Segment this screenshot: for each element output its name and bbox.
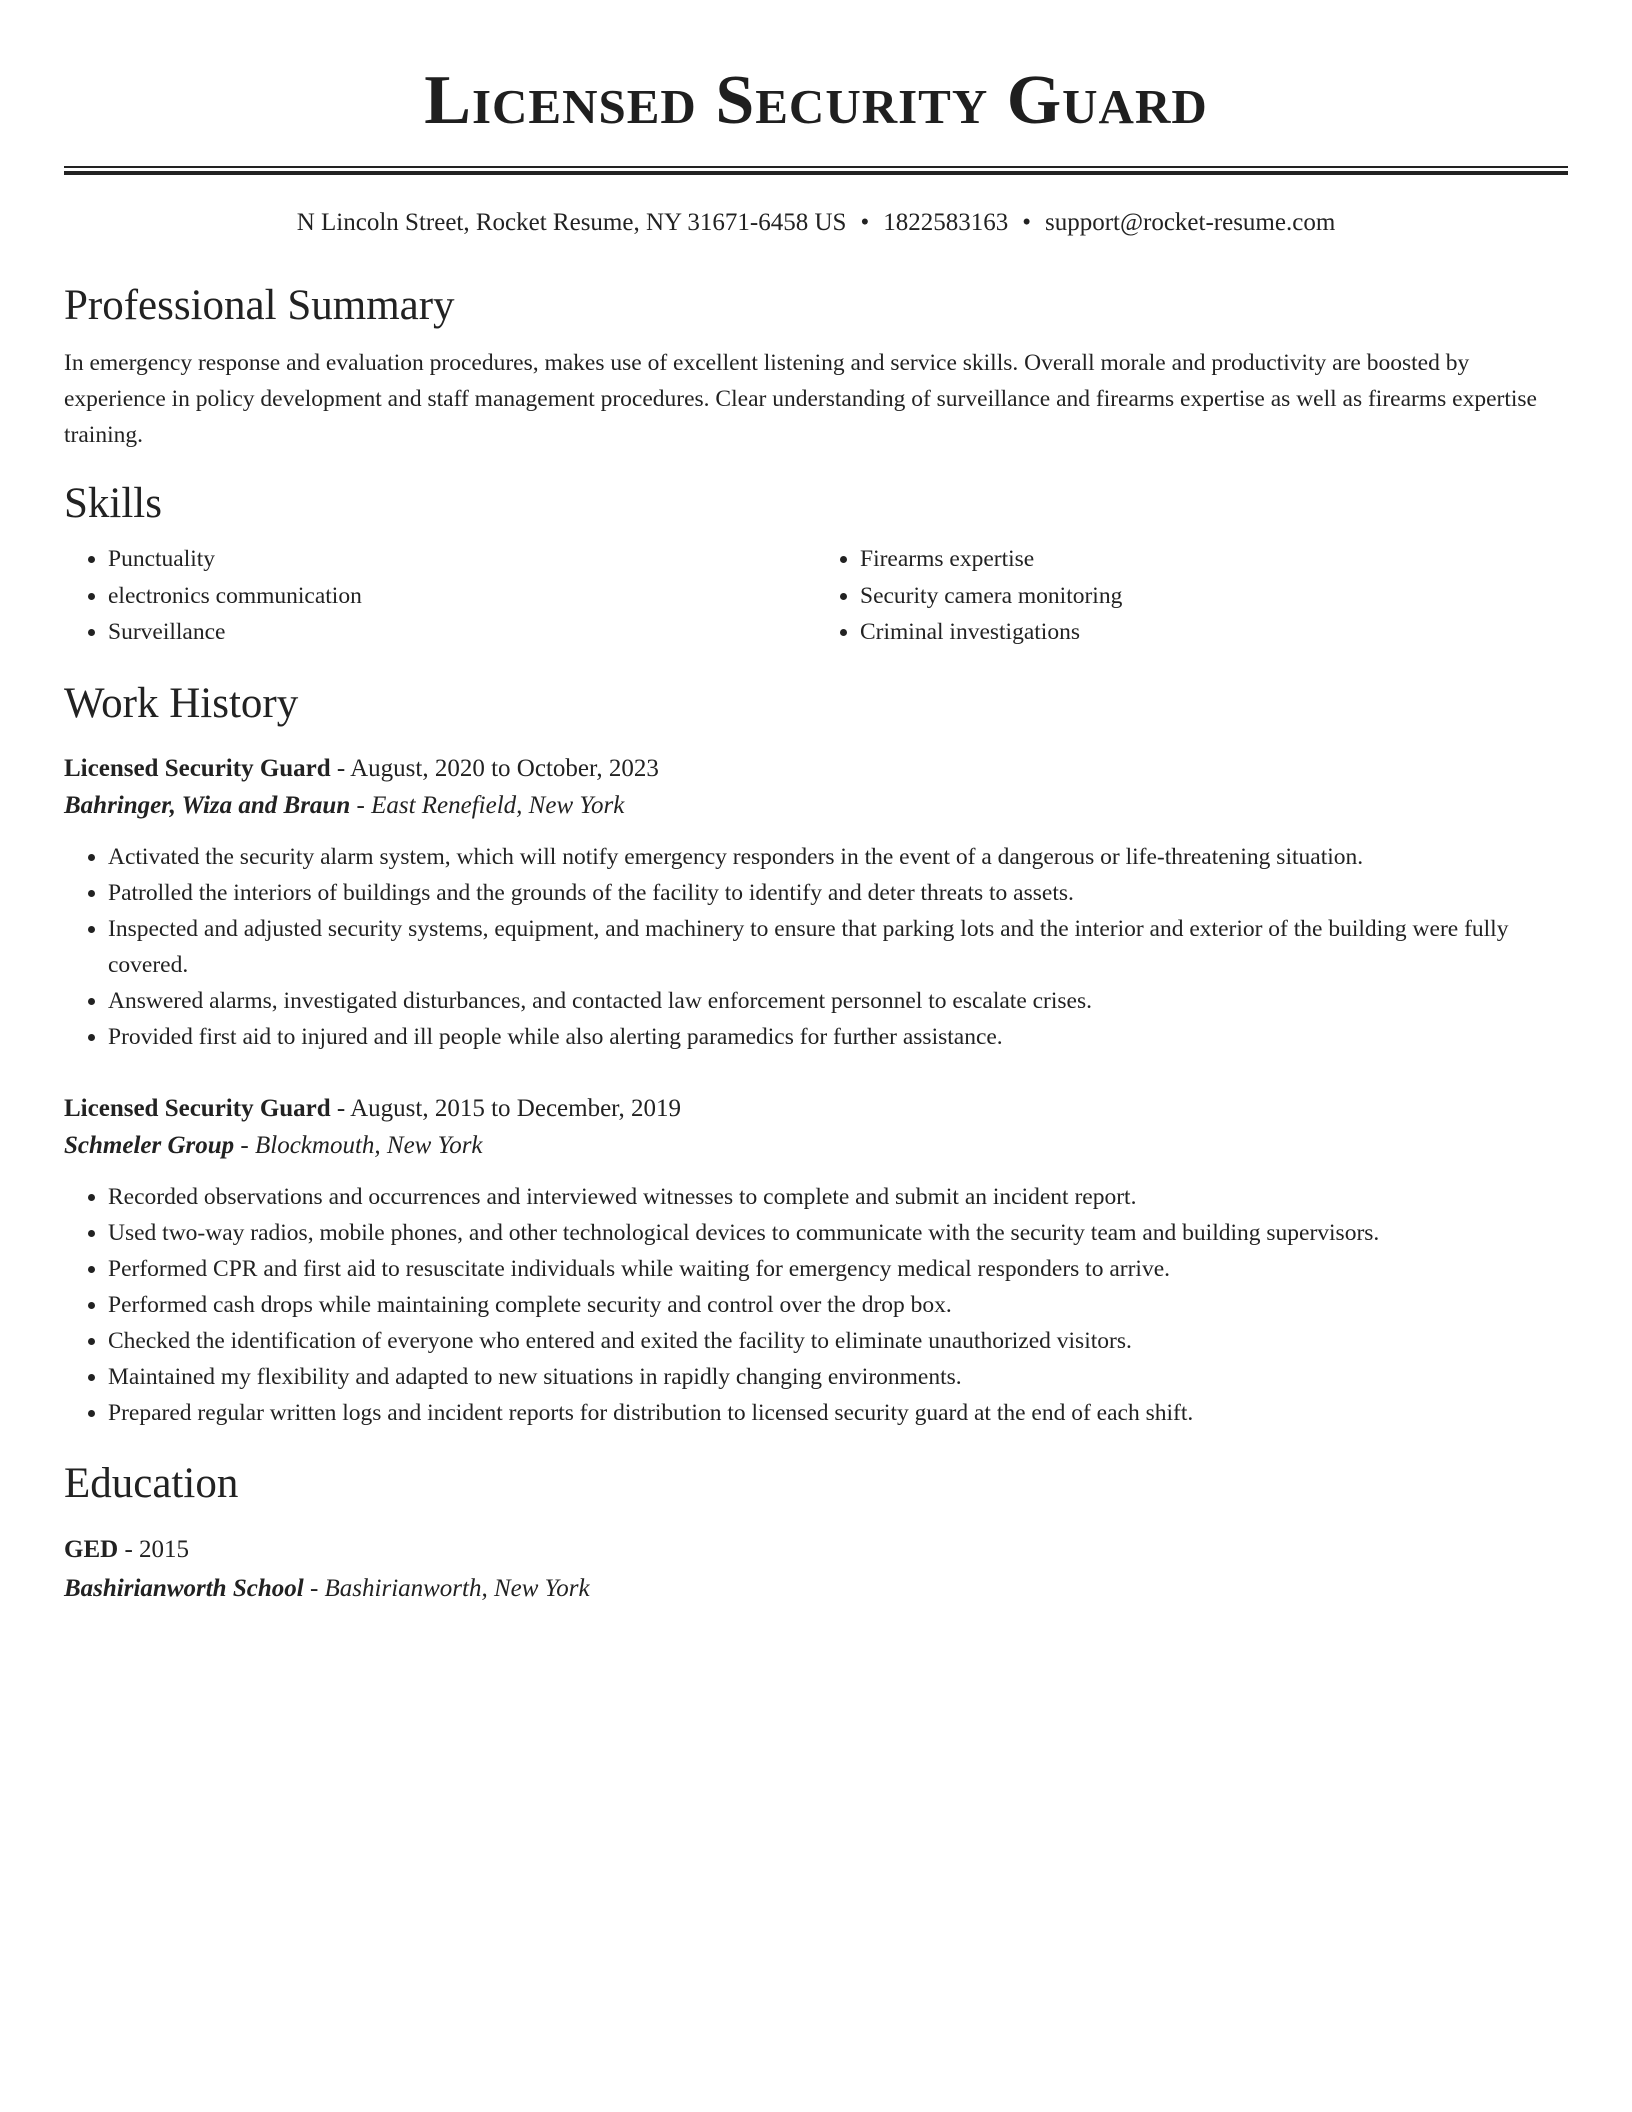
job-company: Bahringer, Wiza and Braun	[64, 791, 351, 819]
job-bullet: • Prepared regular written logs and incident reports for distribution to licensed security guard at the end of each shift.	[108, 1395, 1568, 1431]
job-location: East Renefield, New York	[371, 791, 625, 819]
dash-separator: -	[350, 791, 372, 819]
job-bullet: • Performed CPR and first aid to resuscitate individuals while waiting for emergency medical responders to arrive.	[108, 1251, 1568, 1287]
contact-phone: 1822583163	[883, 209, 1009, 236]
job-title-line	[64, 1091, 1568, 1127]
education-school: Bashirianworth School	[64, 1574, 304, 1602]
skill-item: • Criminal investigations	[860, 614, 1568, 651]
job-entry	[64, 751, 1568, 1055]
job-bullet: • Provided first aid to injured and ill people while also alerting paramedics for further assistance.	[108, 1019, 1568, 1055]
dash-separator: -	[118, 1535, 140, 1563]
dash-separator: -	[330, 754, 351, 782]
dash-separator: -	[303, 1574, 325, 1602]
job-bullet: • Recorded observations and occurrences and interviewed witnesses to complete and submit an incident report.	[108, 1179, 1568, 1215]
job-dates: August, 2015 to December, 2019	[350, 1094, 682, 1122]
job-bullet: • Patrolled the interiors of buildings and the grounds of the facility to identify and deter threats to assets.	[108, 875, 1568, 911]
skills-grid	[64, 541, 1568, 651]
education-heading: Education	[64, 1459, 239, 1507]
summary-text: In emergency response and evaluation procedures, makes use of excellent listening and service skills. Overall morale and productivity are boosted by experience in policy development and staff management procedures. Clear understanding of surveillance and firearms expertise as well as firearms expertise training.	[64, 350, 1537, 448]
job-bullets	[64, 839, 1568, 1055]
job-company: Schmeler Group	[64, 1131, 235, 1159]
contact-separator: •	[1022, 209, 1031, 236]
job-bullet: • Used two-way radios, mobile phones, and other technological devices to communicate with the security team and building supervisors.	[108, 1215, 1568, 1251]
skill-item: • Security camera monitoring	[860, 578, 1568, 615]
skill-item: • Surveillance	[108, 614, 816, 651]
contact-address: N Lincoln Street, Rocket Resume, NY 31671-6458 US	[296, 209, 847, 236]
job-bullet: • Answered alarms, investigated disturbances, and contacted law enforcement personnel to escalate crises.	[108, 983, 1568, 1019]
contact-separator: •	[860, 209, 870, 236]
contact-email: support@rocket-resume.com	[1044, 209, 1336, 236]
job-company-line	[64, 1127, 1568, 1165]
job-bullet: • Maintained my flexibility and adapted to new situations in rapidly changing environments.	[108, 1359, 1568, 1395]
job-bullet: • Inspected and adjusted security systems, equipment, and machinery to ensure that parking lots and the interior and exterior of the building were fully covered.	[108, 911, 1568, 983]
resume-name: Licensed Security Guard	[424, 62, 1208, 139]
skill-item: • Firearms expertise	[860, 541, 1568, 578]
job-location: Blockmouth, New York	[254, 1131, 483, 1159]
education-degree: GED	[64, 1535, 119, 1563]
dash-separator: -	[330, 1094, 351, 1122]
education-entry	[64, 1531, 1568, 1609]
job-entry	[64, 1091, 1568, 1431]
job-bullets	[64, 1179, 1568, 1431]
education-location: Bashirianworth, New York	[324, 1574, 590, 1602]
job-dates: August, 2020 to October, 2023	[350, 754, 659, 782]
skills-list-left	[64, 541, 816, 651]
contact-line	[64, 207, 1568, 239]
header-double-rule	[64, 166, 1568, 175]
summary-heading: Professional Summary	[64, 282, 455, 329]
skills-heading: Skills	[64, 480, 162, 527]
job-company-line	[64, 787, 1568, 825]
skills-list-right	[816, 541, 1568, 651]
education-year: 2015	[139, 1535, 190, 1563]
job-title-line	[64, 751, 1568, 787]
education-school-line	[64, 1569, 1568, 1609]
job-title: Licensed Security Guard	[64, 754, 331, 782]
job-bullet: • Performed cash drops while maintaining complete security and control over the drop box.	[108, 1287, 1568, 1323]
dash-separator: -	[234, 1131, 255, 1159]
skill-item: • electronics communication	[108, 578, 816, 615]
job-bullet: • Checked the identification of everyone who entered and exited the facility to eliminate unauthorized visitors.	[108, 1323, 1568, 1359]
work-history-heading: Work History	[64, 679, 299, 727]
skill-item: • Punctuality	[108, 541, 816, 578]
job-title: Licensed Security Guard	[64, 1094, 331, 1122]
education-degree-line	[64, 1531, 1568, 1569]
job-bullet: • Activated the security alarm system, which will notify emergency responders in the event of a dangerous or life-threatening situation.	[108, 839, 1568, 875]
